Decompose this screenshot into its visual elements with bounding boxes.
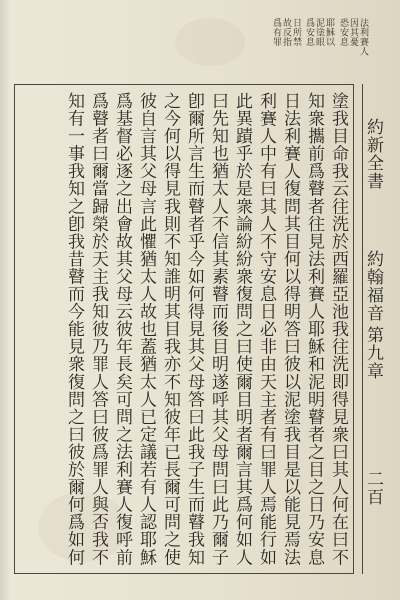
book-title: 約新全書 xyxy=(363,118,383,190)
text-line-10: 爲基督必逐之出會故其父母云彼年長矣可問之法利賽人復呼前 xyxy=(112,92,132,566)
margin-note-3: 日所禁 故反指 爲有罪 xyxy=(271,18,301,47)
chapter-title: 約翰福音 xyxy=(363,250,383,322)
text-line-4: 利賽人中有曰其人不守安息日必非由天主者有曰罪人焉能行如 xyxy=(256,92,276,566)
margin-note-1: 法利賽人 因其憂 恐安息 xyxy=(338,18,368,56)
text-line-2: 知衆攜前爲瞽者往見法利賽人耶穌和泥明瞽者之目之日乃安息 xyxy=(304,92,324,566)
chapter-number: 第九章 xyxy=(363,326,383,380)
text-line-9: 彼自言其父母言此懼猶太人故也蓋猶太人已定議若有人認耶穌 xyxy=(136,92,156,566)
text-line-1: 塗我目命我云往洗於西羅亞池我往洗即得見衆曰其人何在曰不 xyxy=(328,92,348,566)
text-line-11: 爲瞽者曰爾當歸榮於天主我知彼乃罪人答曰彼爲罪人與否我不 xyxy=(88,92,108,566)
text-line-12: 知有一事我知之卽我昔瞽而今能見衆復問之曰彼於爾何爲如何 xyxy=(64,92,84,566)
page-binding-shadow xyxy=(0,0,10,600)
scripture-text xyxy=(18,92,350,570)
margin-note-2: 耶穌以 泥塗眼 爲安息 xyxy=(304,18,334,47)
paper-stain xyxy=(175,18,245,66)
page-number: 二百 xyxy=(363,470,383,506)
text-line-8: 之今何以得見我則不知誰明其目我亦不知彼年已長爾可問之使 xyxy=(160,92,180,566)
text-line-3: 日法利賽人復問其目何以得明答曰彼以泥塗我目是以能見焉法 xyxy=(280,92,300,566)
text-line-5: 此異蹟乎於是衆論紛紛衆復問之曰使爾目明者爾言其爲何如人 xyxy=(232,92,252,566)
text-line-6: 曰先知也猶太人不信其素瞽而後目明遂呼其父母問曰此乃爾子 xyxy=(208,92,228,566)
text-line-7: 卽爾所言生而瞽者乎今如何得見其父母答曰此我子生而瞽我知 xyxy=(184,92,204,566)
